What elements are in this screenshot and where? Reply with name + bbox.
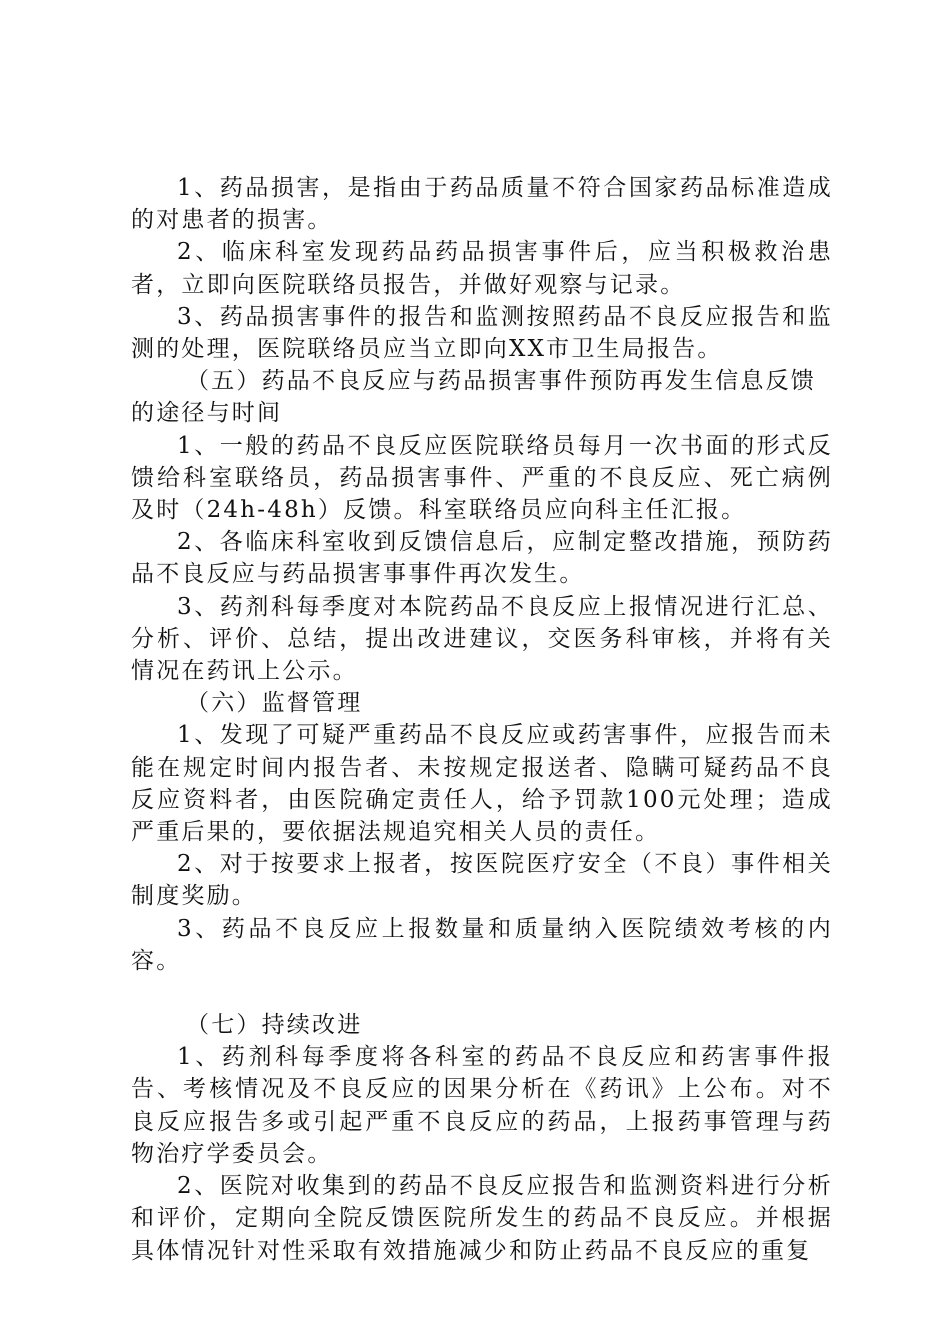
section-heading-five: （五）药品不良反应与药品损害事件预防再发生信息反馈的途径与时间 — [131, 368, 816, 427]
document-body — [131, 172, 833, 1267]
paragraph-clinical-report: 2、临床科室发现药品药品损害事件后，应当积极救治患者，立即向医院联络员报告，并做好观察与记录。 — [131, 239, 833, 298]
paragraph-drug-damage-definition: 1、药品损害，是指由于药品质量不符合国家药品标准造成的对患者的损害。 — [131, 175, 833, 234]
paragraph-quarterly-publication: 1、药剂科每季度将各科室的药品不良反应和药害事件报告、考核情况及不良反应的因果分析在《药讯》上公布。对不良反应报告多或引起严重不良反应的药品，上报药事管理与药物治疗学委员会。 — [131, 1044, 833, 1167]
paragraph-monitoring-report: 3、药品损害事件的报告和监测按照药品不良反应报告和监测的处理，医院联络员应当立即向XX市卫生局报告。 — [131, 303, 833, 363]
blank-line — [131, 977, 833, 1009]
paragraph-performance: 3、药品不良反应上报数量和质量纳入医院绩效考核的内容。 — [131, 915, 833, 974]
paragraph-quarterly-summary: 3、药剂科每季度对本院药品不良反应上报情况进行汇总、分析、评价、总结，提出改进建议，交医务科审核，并将有关情况在药讯上公示。 — [131, 593, 833, 685]
paragraph-reward: 2、对于按要求上报者，按医院医疗安全（不良）事件相关制度奖励。 — [131, 851, 833, 910]
paragraph-rectification: 2、各临床科室收到反馈信息后，应制定整改措施，预防药品不良反应与药品损害事事件再次发生。 — [131, 529, 833, 588]
paragraph-penalty: 1、发现了可疑严重药品不良反应或药害事件，应报告而未能在规定时间内报告者、未按规定报送者、隐瞒可疑药品不良反应资料者，由医院确定责任人，给予罚款100元处理；造成严重后果的，要依据法规追究相关人员的责任。 — [131, 722, 833, 846]
section-heading-seven: （七）持续改进 — [186, 1012, 363, 1039]
paragraph-monthly-feedback: 1、一般的药品不良反应医院联络员每月一次书面的形式反馈给科室联络员，药品损害事件、严重的不良反应、死亡病例及时（24h-48h）反馈。科室联络员应向科主任汇报。 — [131, 432, 833, 524]
section-heading-six: （六）监督管理 — [186, 690, 363, 717]
paragraph-analysis-evaluation: 2、医院对收集到的药品不良反应报告和监测资料进行分析和评价，定期向全院反馈医院所发生的药品不良反应。并根据具体情况针对性采取有效措施减少和防止药品不良反应的重复 — [131, 1173, 833, 1264]
